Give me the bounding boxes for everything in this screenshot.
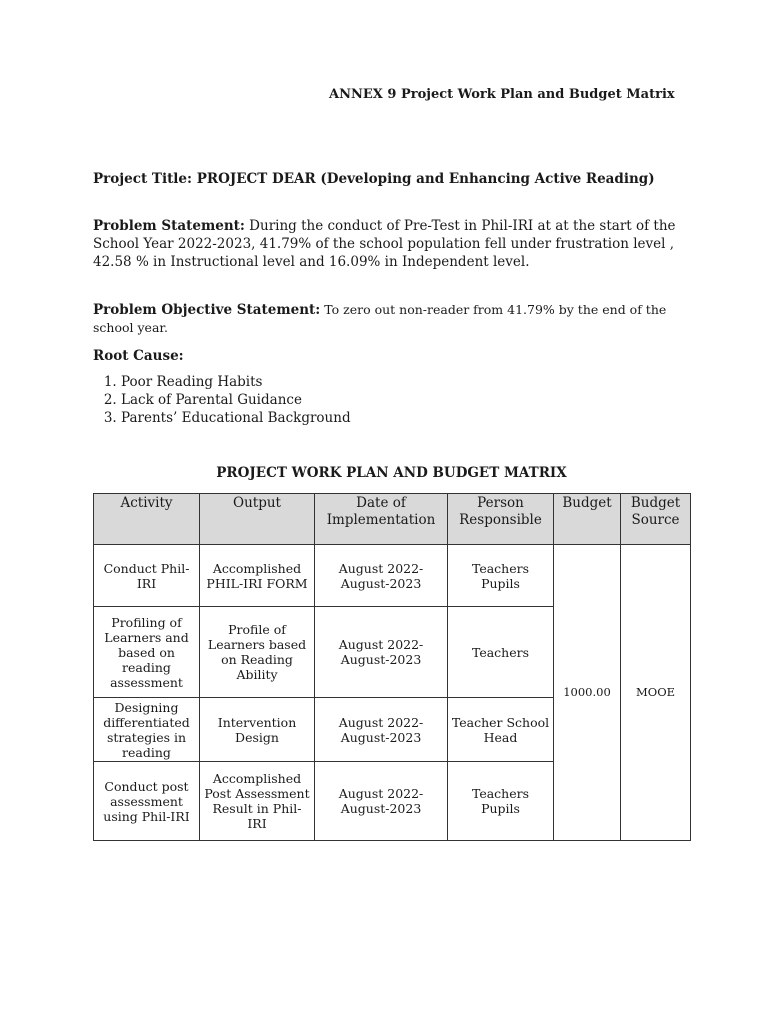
- cell-budget-source: MOOE: [621, 545, 691, 841]
- work-plan-table: [93, 493, 691, 841]
- header-date: Date of Implementation: [315, 494, 448, 545]
- root-cause-item: 1. Poor Reading Habits: [121, 373, 351, 391]
- problem-objective-label: Problem Objective Statement:: [93, 302, 321, 318]
- cell-date: August 2022-August-2023: [315, 545, 448, 607]
- cell-date: August 2022-August-2023: [315, 762, 448, 841]
- header-activity: Activity: [94, 494, 200, 545]
- cell-output: Intervention Design: [200, 698, 315, 762]
- cell-activity: Designing differentiated strategies in reading: [94, 698, 200, 762]
- problem-statement-label: Problem Statement:: [93, 218, 245, 234]
- cell-output: Accomplished PHIL-IRI FORM: [200, 545, 315, 607]
- header-source: Budget Source: [621, 494, 691, 545]
- header-person: Person Responsible: [448, 494, 554, 545]
- table-row: [94, 545, 691, 607]
- project-title-text: PROJECT DEAR (Developing and Enhancing Active Reading): [196, 171, 655, 187]
- cell-person: Teachers Pupils: [448, 762, 554, 841]
- root-cause-heading: Root Cause:: [93, 348, 184, 364]
- cell-output: Accomplished Post Assessment Result in Phil-IRI: [200, 762, 315, 841]
- cell-activity: Profiling of Learners and based on reading assessment: [94, 607, 200, 698]
- cell-person: Teachers Pupils: [448, 545, 554, 607]
- cell-person: Teacher School Head: [448, 698, 554, 762]
- root-cause-item: 3. Parents’ Educational Background: [121, 409, 351, 427]
- matrix-title: PROJECT WORK PLAN AND BUDGET MATRIX: [216, 465, 567, 481]
- cell-person: Teachers: [448, 607, 554, 698]
- root-cause-list: [93, 373, 351, 427]
- root-cause-item: 2. Lack of Parental Guidance: [121, 391, 351, 409]
- problem-statement-text: During the conduct of Pre-Test in Phil-IRI at at the start of the School Year 2022-2023, 41.79% of the school population fell under frustration level , 42.58 % in Instructional level and 16.09% in Independent level.: [93, 218, 676, 270]
- problem-statement: [93, 217, 683, 271]
- cell-date: August 2022-August-2023: [315, 698, 448, 762]
- cell-date: August 2022-August-2023: [315, 607, 448, 698]
- problem-objective-text: To zero out non-reader from 41.79% by the end of the school year.: [93, 302, 667, 335]
- problem-objective: [93, 301, 683, 337]
- cell-budget: 1000.00: [554, 545, 621, 841]
- cell-output: Profile of Learners based on Reading Ability: [200, 607, 315, 698]
- project-title: [93, 170, 683, 188]
- cell-activity: Conduct post assessment using Phil-IRI: [94, 762, 200, 841]
- table-header-row: [94, 494, 691, 545]
- project-title-label: Project Title:: [93, 171, 193, 187]
- cell-activity: Conduct Phil-IRI: [94, 545, 200, 607]
- header-output: Output: [200, 494, 315, 545]
- header-budget: Budget: [554, 494, 621, 545]
- annex-heading: ANNEX 9 Project Work Plan and Budget Matrix: [329, 87, 675, 102]
